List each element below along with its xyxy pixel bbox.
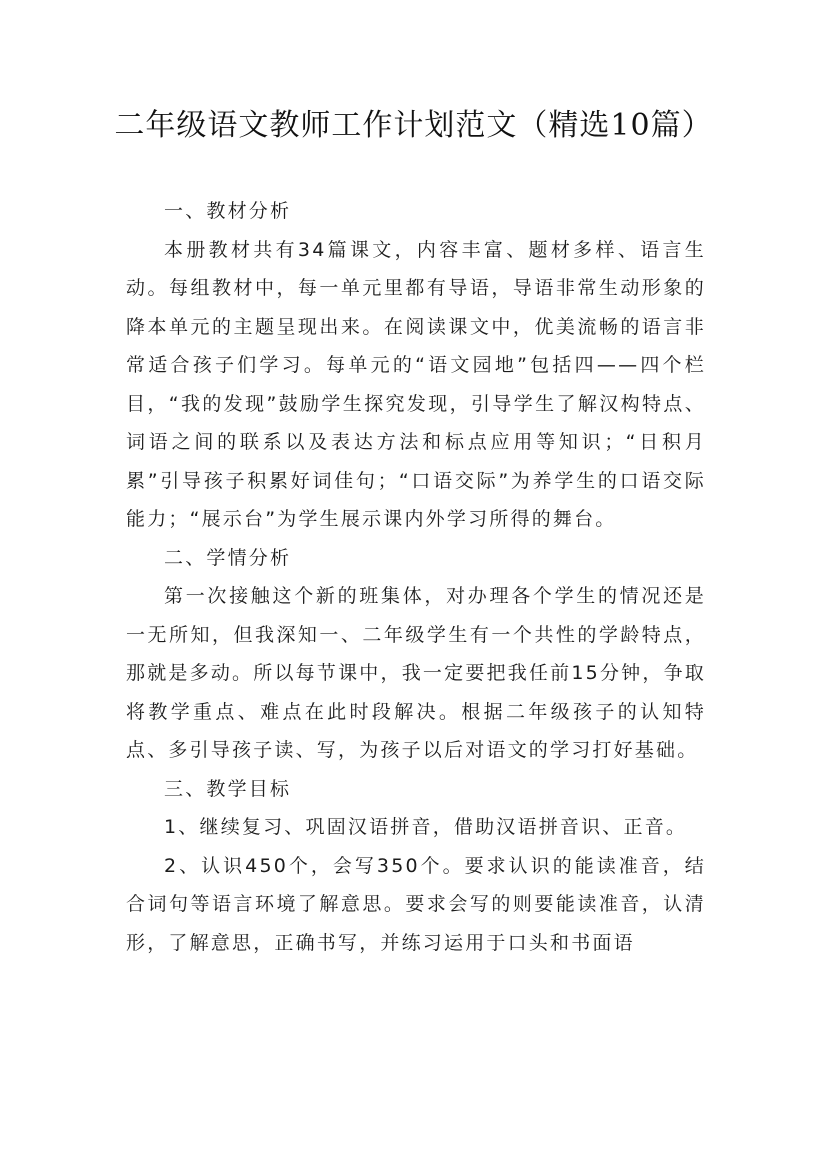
section-heading-textbook-analysis: 一、教材分析 bbox=[164, 200, 292, 222]
document-body bbox=[126, 192, 706, 962]
paragraph-student-analysis: 第一次接触这个新的班集体，对办理各个学生的情况还是一无所知，但我深知一、二年级学生有一个共性的学龄特点，那就是多动。所以每节课中，我一定要把我任前15分钟，争取将教学重点、难点在此时段解决。根据二年级孩子的认知特点、多引导孩子读、写，为孩子以后对语文的学习打好基础。 bbox=[126, 585, 706, 761]
section-heading-teaching-goals: 三、教学目标 bbox=[164, 777, 292, 800]
section-heading-student-analysis: 二、学情分析 bbox=[164, 546, 292, 569]
paragraph-goal-1: 1、继续复习、巩固汉语拼音，借助汉语拼音识、正音。 bbox=[164, 816, 688, 838]
document-title: 二年级语文教师工作计划范文（精选10篇） bbox=[114, 108, 713, 143]
paragraph-goal-2: 2、认识450个，会写350个。要求认识的能读准音，结合词句等语言环境了解意思。要求会写的则要能读准音，认清形，了解意思，正确书写，并练习运用于口头和书面语 bbox=[126, 854, 706, 954]
paragraph-textbook-analysis: 本册教材共有34篇课文，内容丰富、题材多样、语言生动。每组教材中，每一单元里都有导语，导语非常生动形象的降本单元的主题呈现出来。在阅读课文中，优美流畅的语言非常适合孩子们学习。每单元的“语文园地”包括四——四个栏目，“我的发现”鼓励学生探究发现，引导学生了解汉构特点、词语之间的联系以及表达方法和标点应用等知识；“日积月累”引导孩子积累好词佳句；“口语交际”为养学生的口语交际能力；“展示台”为学生展示课内外学习所得的舞台。 bbox=[126, 238, 706, 530]
